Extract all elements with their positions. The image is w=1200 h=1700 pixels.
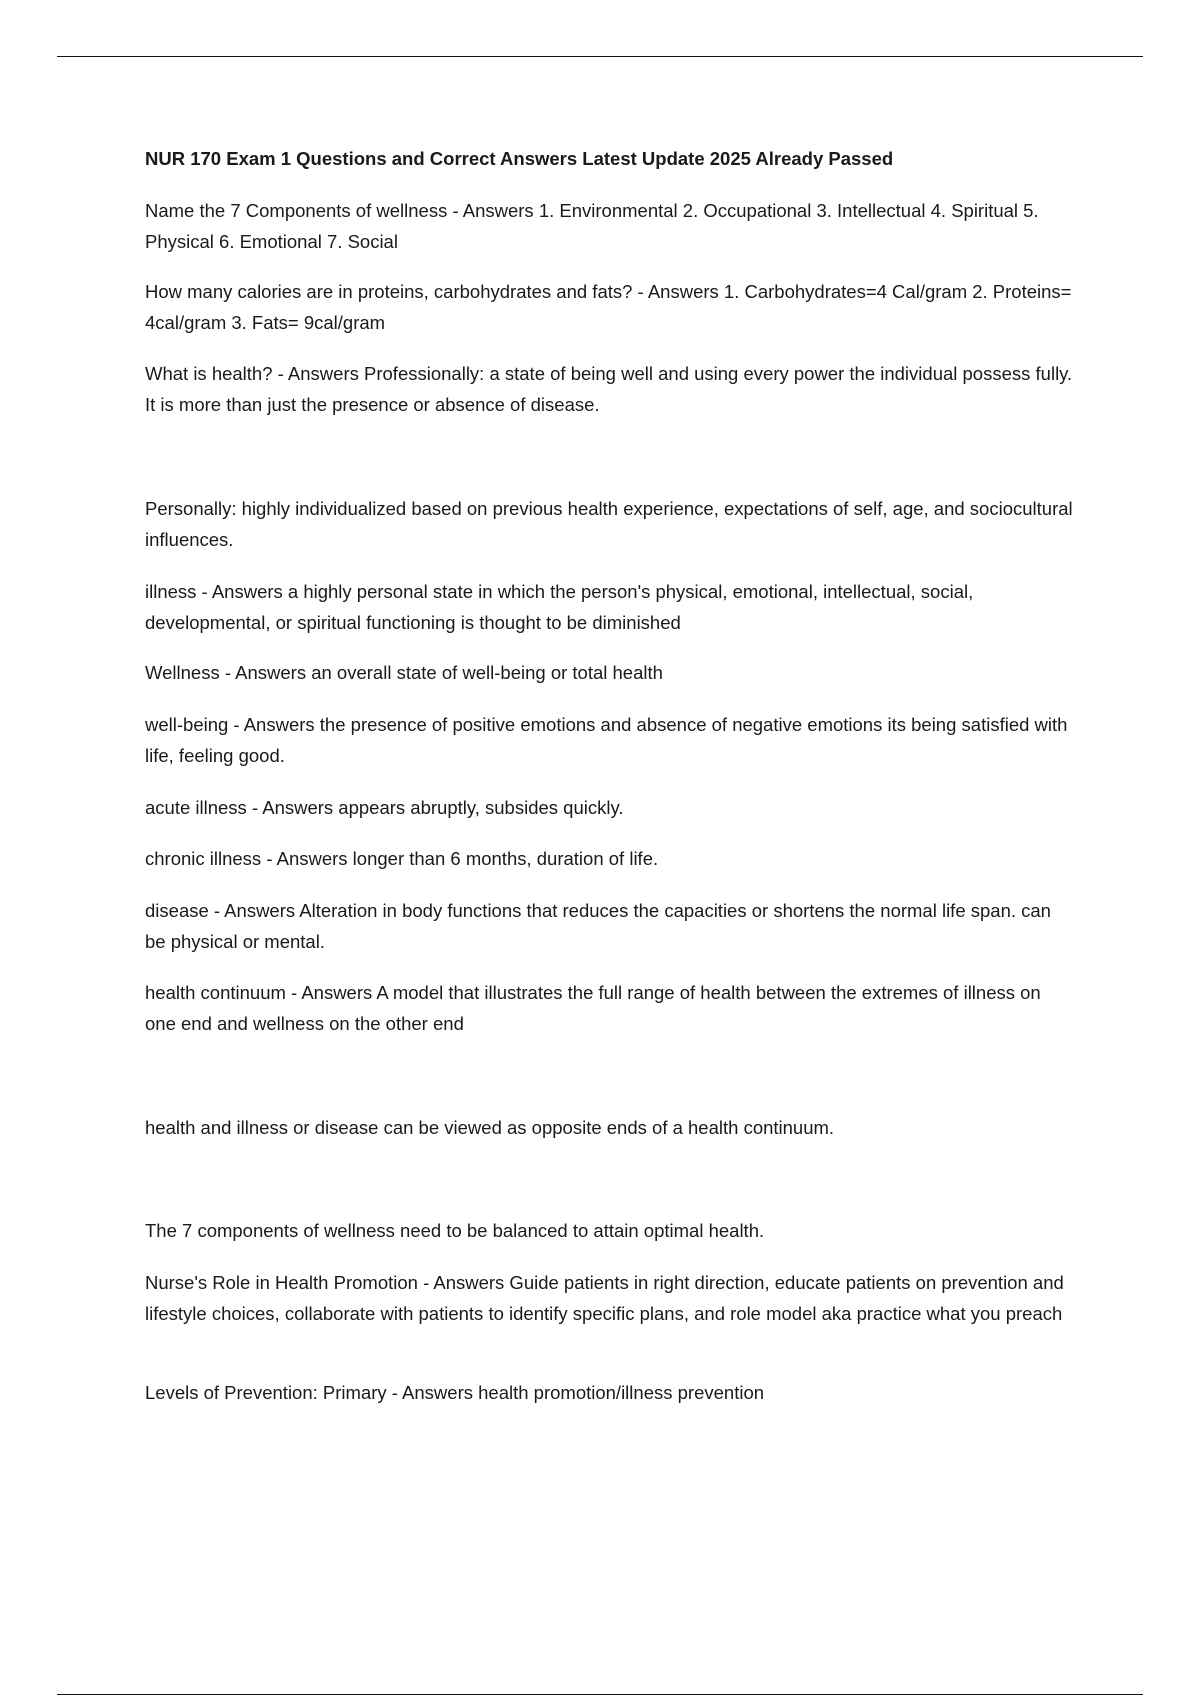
paragraph-opposite-ends: health and illness or disease can be viewed as opposite ends of a health continuum.	[145, 1117, 835, 1138]
document-title: NUR 170 Exam 1 Questions and Correct Answers Latest Update 2025 Already Passed	[145, 148, 894, 169]
paragraph-balance: The 7 components of wellness need to be balanced to attain optimal health.	[145, 1220, 765, 1241]
paragraph-acute-illness: acute illness - Answers appears abruptly, subsides quickly.	[145, 797, 624, 818]
paragraph-well-being: well-being - Answers the presence of positive emotions and absence of negative emotions its being satisfied with life, feeling good.	[145, 714, 1068, 766]
paragraph-nurse-role: Nurse's Role in Health Promotion - Answers Guide patients in right direction, educate patients on prevention and lifestyle choices, collaborate with patients to identify specific plans, and role model aka practice what you preach	[145, 1272, 1064, 1324]
paragraph-wellness-components: Name the 7 Components of wellness - Answers 1. Environmental 2. Occupational 3. Intellectual 4. Spiritual 5. Physical 6. Emotional 7. Social	[145, 200, 1039, 252]
paragraph-illness: illness - Answers a highly personal state in which the person's physical, emotional, intellectual, social, developmental, or spiritual functioning is thought to be diminished	[145, 581, 974, 633]
paragraph-health-continuum: health continuum - Answers A model that illustrates the full range of health between the extremes of illness on one end and wellness on the other end	[145, 982, 1041, 1034]
paragraph-calories: How many calories are in proteins, carbohydrates and fats? - Answers 1. Carbohydrates=4 Cal/gram 2. Proteins= 4cal/gram 3. Fats= 9cal/gram	[145, 281, 1072, 333]
paragraph-levels-of-prevention: Levels of Prevention: Primary - Answers health promotion/illness prevention	[145, 1382, 765, 1403]
paragraph-chronic-illness: chronic illness - Answers longer than 6 months, duration of life.	[145, 848, 659, 869]
top-divider	[57, 56, 1143, 57]
paragraph-disease: disease - Answers Alteration in body functions that reduces the capacities or shortens the normal life span. can be physical or mental.	[145, 900, 1051, 952]
paragraph-what-is-health: What is health? - Answers Professionally: a state of being well and using every power the individual possess fully. It is more than just the presence or absence of disease.	[145, 363, 1073, 415]
paragraph-personally: Personally: highly individualized based on previous health experience, expectations of self, age, and sociocultural influences.	[145, 498, 1073, 550]
paragraph-wellness: Wellness - Answers an overall state of well-being or total health	[145, 662, 663, 683]
bottom-divider	[57, 1694, 1143, 1695]
